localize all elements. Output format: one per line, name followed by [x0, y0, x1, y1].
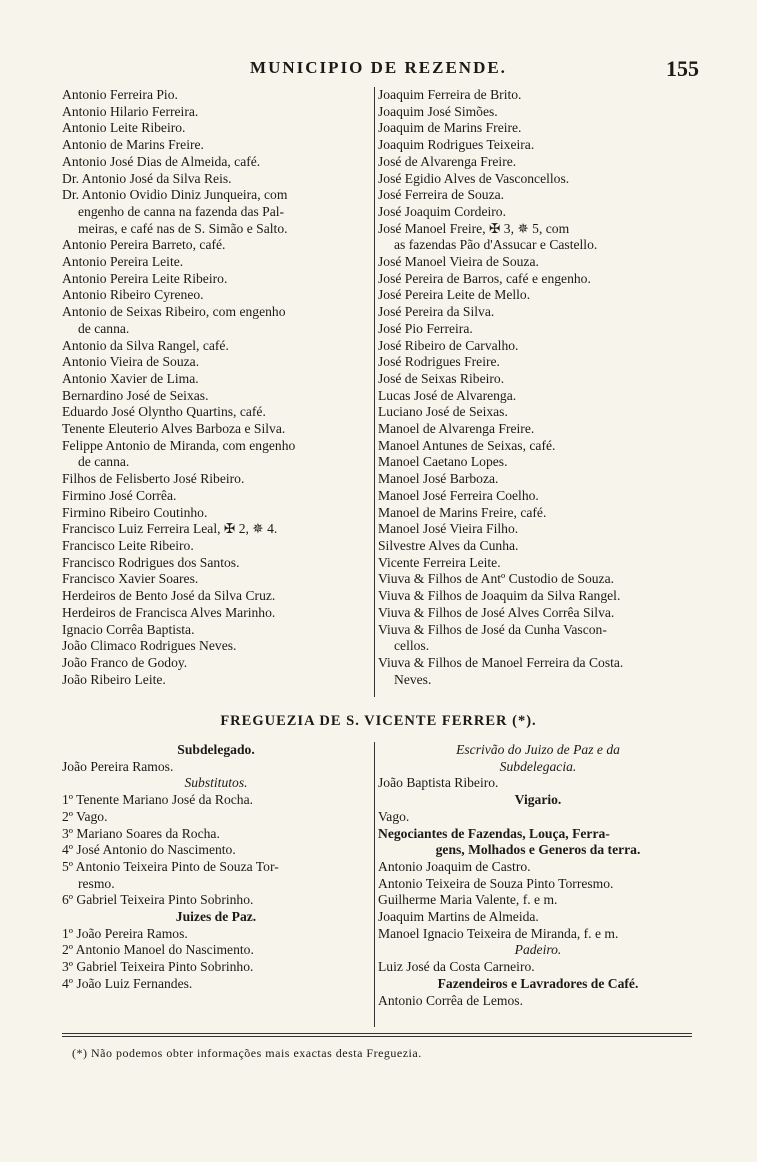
- directory-entry: Felippe Antonio de Miranda, com engenho: [62, 437, 296, 453]
- directory-entry: João Franco de Godoy.: [62, 654, 188, 670]
- directory-entry: José Joaquim Cordeiro.: [378, 203, 506, 219]
- directory-entry: Neves.: [394, 671, 432, 687]
- directory-entry: Francisco Leite Ribeiro.: [62, 537, 194, 553]
- directory-entry: José de Alvarenga Freire.: [378, 153, 517, 169]
- footnote-rule: [62, 1033, 692, 1034]
- directory-entry: 3º Gabriel Teixeira Pinto Sobrinho.: [62, 959, 254, 975]
- section-subheading: gens, Molhados e Generos da terra.: [435, 842, 641, 858]
- directory-entry: Manoel José Vieira Filho.: [378, 521, 519, 537]
- directory-entry: João Pereira Ramos.: [62, 758, 174, 774]
- directory-entry: José Ferreira de Souza.: [378, 187, 505, 203]
- directory-entry: João Ribeiro Leite.: [62, 671, 166, 687]
- section-subheading: Subdelegado.: [177, 742, 255, 757]
- directory-entry: João Climaco Rodrigues Neves.: [62, 638, 237, 654]
- directory-entry: Antonio Corrêa de Lemos.: [378, 992, 523, 1008]
- section-subheading: Juizes de Paz.: [175, 909, 257, 925]
- directory-entry: Antonio Hilario Ferreira.: [62, 103, 199, 119]
- directory-entry: José Ribeiro de Carvalho.: [378, 337, 519, 353]
- directory-entry: 4º João Luiz Fernandes.: [62, 975, 193, 991]
- directory-entry: Silvestre Alves da Cunha.: [378, 537, 519, 553]
- directory-entry: Francisco Rodrigues dos Santos.: [62, 554, 240, 570]
- directory-entry: Antonio Xavier de Lima.: [62, 370, 199, 386]
- bottom-column-divider: [374, 742, 375, 1027]
- directory-entry: as fazendas Pão d'Assucar e Castello.: [394, 237, 598, 253]
- directory-entry: Antonio Joaquim de Castro.: [378, 858, 531, 874]
- directory-entry: Antonio da Silva Rangel, café.: [62, 337, 229, 353]
- directory-entry: Antonio de Seixas Ribeiro, com engenho: [62, 304, 286, 320]
- directory-entry: Viuva & Filhos de José Alves Corrêa Silva.: [378, 604, 615, 620]
- directory-entry: 5º Antonio Teixeira Pinto de Souza Tor-: [62, 858, 279, 874]
- directory-entry: Francisco Luiz Ferreira Leal, ✠ 2, ✵ 4.: [62, 521, 278, 537]
- section-subheading-italic: Substitutos.: [184, 775, 248, 791]
- directory-entry: 1º João Pereira Ramos.: [62, 925, 188, 941]
- directory-entry: Antonio Leite Ribeiro.: [62, 120, 186, 136]
- directory-entry: Luiz José da Costa Carneiro.: [378, 959, 535, 975]
- directory-entry: José Pio Ferreira.: [378, 320, 473, 336]
- directory-entry: Antonio de Marins Freire.: [62, 137, 204, 153]
- directory-entry: Viuva & Filhos de Manoel Ferreira da Costa.: [378, 654, 624, 670]
- directory-entry: Manoel Antunes de Seixas, café.: [378, 437, 556, 453]
- directory-entry: Viuva & Filhos de Antº Custodio de Souza.: [378, 571, 614, 587]
- bottom-right-column: [378, 742, 698, 1009]
- footnote: (*) Não podemos obter informações mais exactas desta Freguezia.: [72, 1046, 422, 1060]
- directory-entry: Manoel de Alvarenga Freire.: [378, 421, 535, 437]
- directory-entry: engenho de canna na fazenda das Pal-: [78, 203, 285, 219]
- directory-entry: José Manoel Freire, ✠ 3, ✵ 5, com: [378, 220, 570, 236]
- directory-entry: João Baptista Ribeiro.: [378, 775, 499, 791]
- directory-entry: Antonio Pereira Leite Ribeiro.: [62, 270, 228, 286]
- directory-entry: Antonio Pereira Leite.: [62, 254, 184, 270]
- directory-entry: José de Seixas Ribeiro.: [378, 370, 505, 386]
- directory-entry: José Pereira Leite de Mello.: [378, 287, 531, 303]
- directory-entry: Manoel José Ferreira Coelho.: [378, 487, 539, 503]
- directory-entry: José Pereira da Silva.: [378, 304, 495, 320]
- directory-entry: 2º Antonio Manoel do Nascimento.: [62, 942, 254, 958]
- section-subheading-italic: Padeiro.: [514, 942, 562, 958]
- directory-entry: Herdeiros de Bento José da Silva Cruz.: [62, 588, 276, 604]
- directory-entry: Bernardino José de Seixas.: [62, 387, 209, 403]
- top-right-column: [378, 87, 698, 688]
- directory-entry: Eduardo José Olyntho Quartins, café.: [62, 404, 266, 420]
- directory-entry: resmo.: [78, 875, 115, 891]
- directory-entry: 1º Tenente Mariano José da Rocha.: [62, 792, 254, 808]
- directory-entry: Manoel José Barboza.: [378, 471, 499, 487]
- directory-entry: de canna.: [78, 454, 130, 470]
- directory-entry: Manoel Ignacio Teixeira de Miranda, f. e m.: [378, 925, 619, 941]
- directory-entry: Antonio José Dias de Almeida, café.: [62, 153, 261, 169]
- directory-entry: Joaquim Rodrigues Teixeira.: [378, 137, 535, 153]
- directory-entry: Antonio Ribeiro Cyreneo.: [62, 287, 204, 303]
- directory-entry: de canna.: [78, 320, 130, 336]
- directory-entry: Manoel de Marins Freire, café.: [378, 504, 547, 520]
- directory-entry: Dr. Antonio José da Silva Reis.: [62, 170, 232, 186]
- directory-entry: Firmino Ribeiro Coutinho.: [62, 504, 208, 520]
- directory-entry: Viuva & Filhos de Joaquim da Silva Rangel.: [378, 588, 621, 604]
- directory-entry: 2º Vago.: [62, 808, 108, 824]
- directory-entry: 3º Mariano Soares da Rocha.: [62, 825, 220, 841]
- directory-entry: Filhos de Felisberto José Ribeiro.: [62, 471, 245, 487]
- directory-entry: José Pereira de Barros, café e engenho.: [378, 270, 591, 286]
- directory-entry: Joaquim Martins de Almeida.: [378, 909, 539, 925]
- directory-entry: Tenente Eleuterio Alves Barboza e Silva.: [62, 421, 286, 437]
- section-title: FREGUEZIA DE S. VICENTE FERRER (*).: [220, 713, 537, 729]
- directory-entry: Lucas José de Alvarenga.: [378, 387, 517, 403]
- directory-entry: meiras, e café nas de S. Simão e Salto.: [78, 220, 288, 236]
- section-subheading: Vigario.: [514, 792, 562, 808]
- directory-entry: Vicente Ferreira Leite.: [378, 554, 501, 570]
- directory-entry: Joaquim Ferreira de Brito.: [378, 87, 522, 102]
- directory-entry: Guilherme Maria Valente, f. e m.: [378, 892, 558, 908]
- directory-entry: Antonio Pereira Barreto, café.: [62, 237, 226, 253]
- directory-entry: Luciano José de Seixas.: [378, 404, 508, 420]
- directory-entry: José Manoel Vieira de Souza.: [378, 254, 539, 270]
- directory-entry: Antonio Teixeira de Souza Pinto Torresmo.: [378, 875, 614, 891]
- directory-entry: Ignacio Corrêa Baptista.: [62, 621, 195, 637]
- section-subheading-italic: Subdelegacia.: [499, 758, 577, 774]
- directory-entry: José Rodrigues Freire.: [378, 354, 500, 370]
- directory-entry: Vago.: [378, 808, 410, 824]
- page-number: 155: [666, 56, 699, 81]
- section-subheading-italic: Escrivão do Juizo de Paz e da: [456, 742, 620, 757]
- top-left-column: [62, 87, 372, 688]
- directory-entry: 4º José Antonio do Nascimento.: [62, 842, 236, 858]
- page-title: MUNICIPIO DE REZENDE.: [250, 58, 507, 77]
- directory-entry: José Egidio Alves de Vasconcellos.: [378, 170, 570, 186]
- directory-entry: Antonio Vieira de Souza.: [62, 354, 200, 370]
- directory-entry: 6º Gabriel Teixeira Pinto Sobrinho.: [62, 892, 254, 908]
- directory-entry: Joaquim de Marins Freire.: [378, 120, 522, 136]
- bottom-left-column: [62, 742, 370, 993]
- running-header: [0, 58, 757, 80]
- directory-entry: Manoel Caetano Lopes.: [378, 454, 508, 470]
- directory-entry: Antonio Ferreira Pio.: [62, 87, 178, 102]
- directory-entry: Francisco Xavier Soares.: [62, 571, 199, 587]
- footnote-rule-second: [62, 1036, 692, 1037]
- section-subheading: Negociantes de Fazendas, Louça, Ferra-: [378, 825, 610, 841]
- top-column-divider: [374, 87, 375, 697]
- directory-entry: Herdeiros de Francisca Alves Marinho.: [62, 604, 276, 620]
- directory-entry: Joaquim José Simões.: [378, 103, 498, 119]
- directory-entry: Dr. Antonio Ovidio Diniz Junqueira, com: [62, 187, 288, 203]
- section-subheading: Fazendeiros e Lavradores de Café.: [437, 975, 639, 991]
- directory-entry: cellos.: [394, 638, 430, 654]
- directory-entry: Firmino José Corrêa.: [62, 487, 177, 503]
- directory-entry: Viuva & Filhos de José da Cunha Vascon-: [378, 621, 607, 637]
